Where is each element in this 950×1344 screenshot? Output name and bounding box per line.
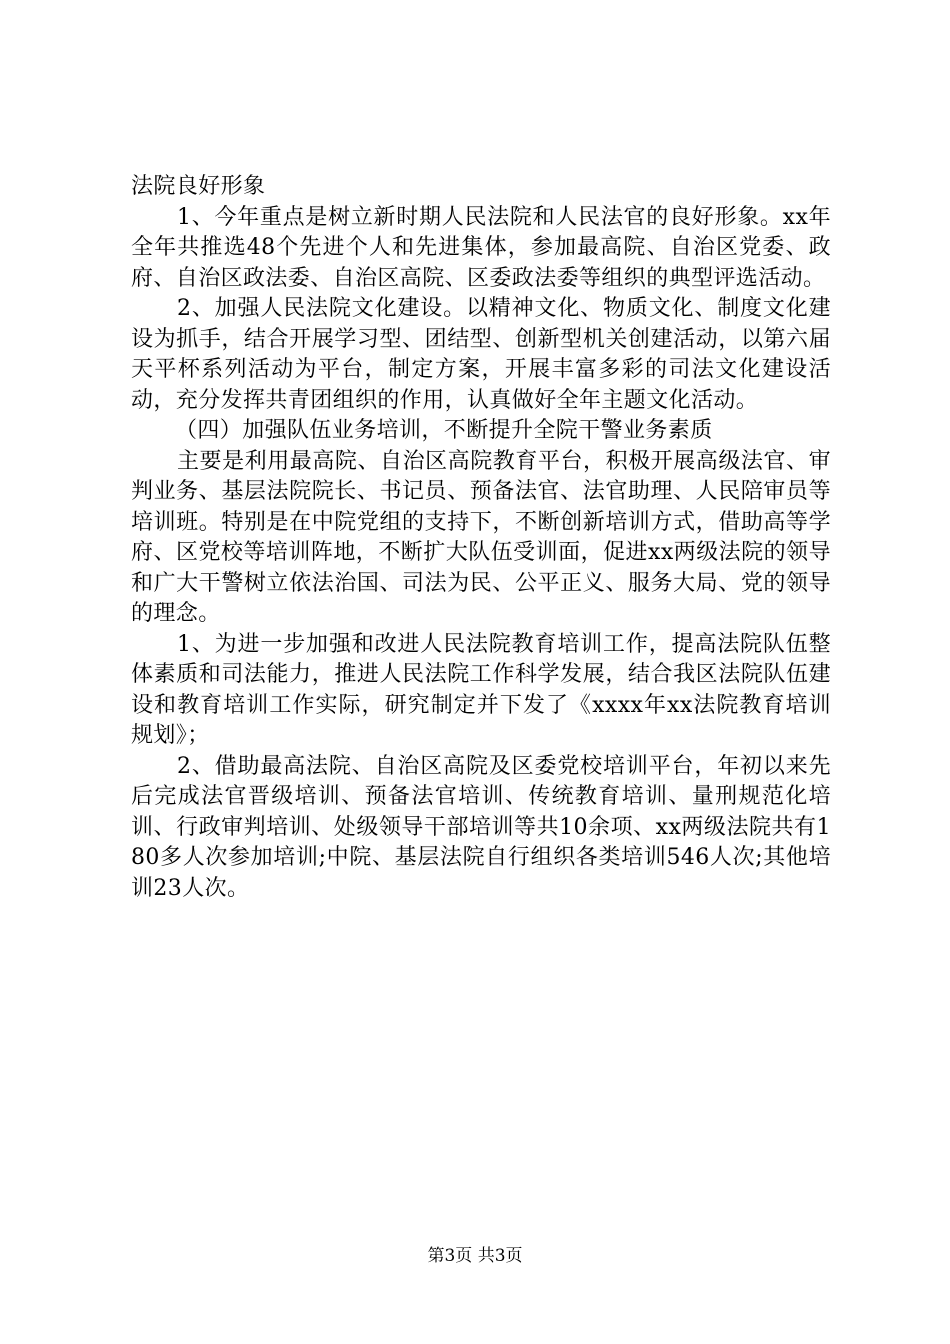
paragraph-item-1: 1、今年重点是树立新时期人民法院和人民法官的良好形象。xx年全年共推选48个先进个人和先进集体，参加最高院、自治区党委、政府、自治区政法委、自治区高院、区委政法委等组织的典型评选活动。 — [131, 204, 831, 291]
document-body — [131, 172, 831, 904]
paragraph-training-item-1: 1、为进一步加强和改进人民法院教育培训工作，提高法院队伍整体素质和司法能力，推进人民法院工作科学发展，结合我区法院队伍建设和教育培训工作实际，研究制定并下发了《xxxx年xx法院教育培训规划》； — [131, 631, 831, 748]
page-number-footer: 第3页 共3页 — [427, 1246, 523, 1266]
paragraph-section-intro: 主要是利用最高院、自治区高院教育平台，积极开展高级法官、审判业务、基层法院院长、书记员、预备法官、法官助理、人民陪审员等培训班。特别是在中院党组的支持下，不断创新培训方式，借助高等学府、区党校等培训阵地，不断扩大队伍受训面，促进xx两级法院的领导和广大干警树立依法治国、司法为民、公平正义、服务大局、党的领导的理念。 — [131, 448, 831, 626]
paragraph-continuation: 法院良好形象 — [131, 174, 266, 199]
paragraph-item-2: 2、加强人民法院文化建设。以精神文化、物质文化、制度文化建设为抓手，结合开展学习型、团结型、创新型机关创建活动，以第六届天平杯系列活动为平台，制定方案，开展丰富多彩的司法文化建设活动，充分发挥共青团组织的作用，认真做好全年主题文化活动。 — [131, 296, 831, 413]
section-heading: （四）加强队伍业务培训，不断提升全院干警业务素质 — [175, 418, 713, 443]
paragraph-training-item-2: 2、借助最高法院、自治区高院及区委党校培训平台，年初以来先后完成法官晋级培训、预备法官培训、传统教育培训、量刑规范化培训、行政审判培训、处级领导干部培训等共10余项、xx两级法院共有180多人次参加培训;中院、基层法院自行组织各类培训546人次;其他培训23人次。 — [131, 753, 831, 901]
